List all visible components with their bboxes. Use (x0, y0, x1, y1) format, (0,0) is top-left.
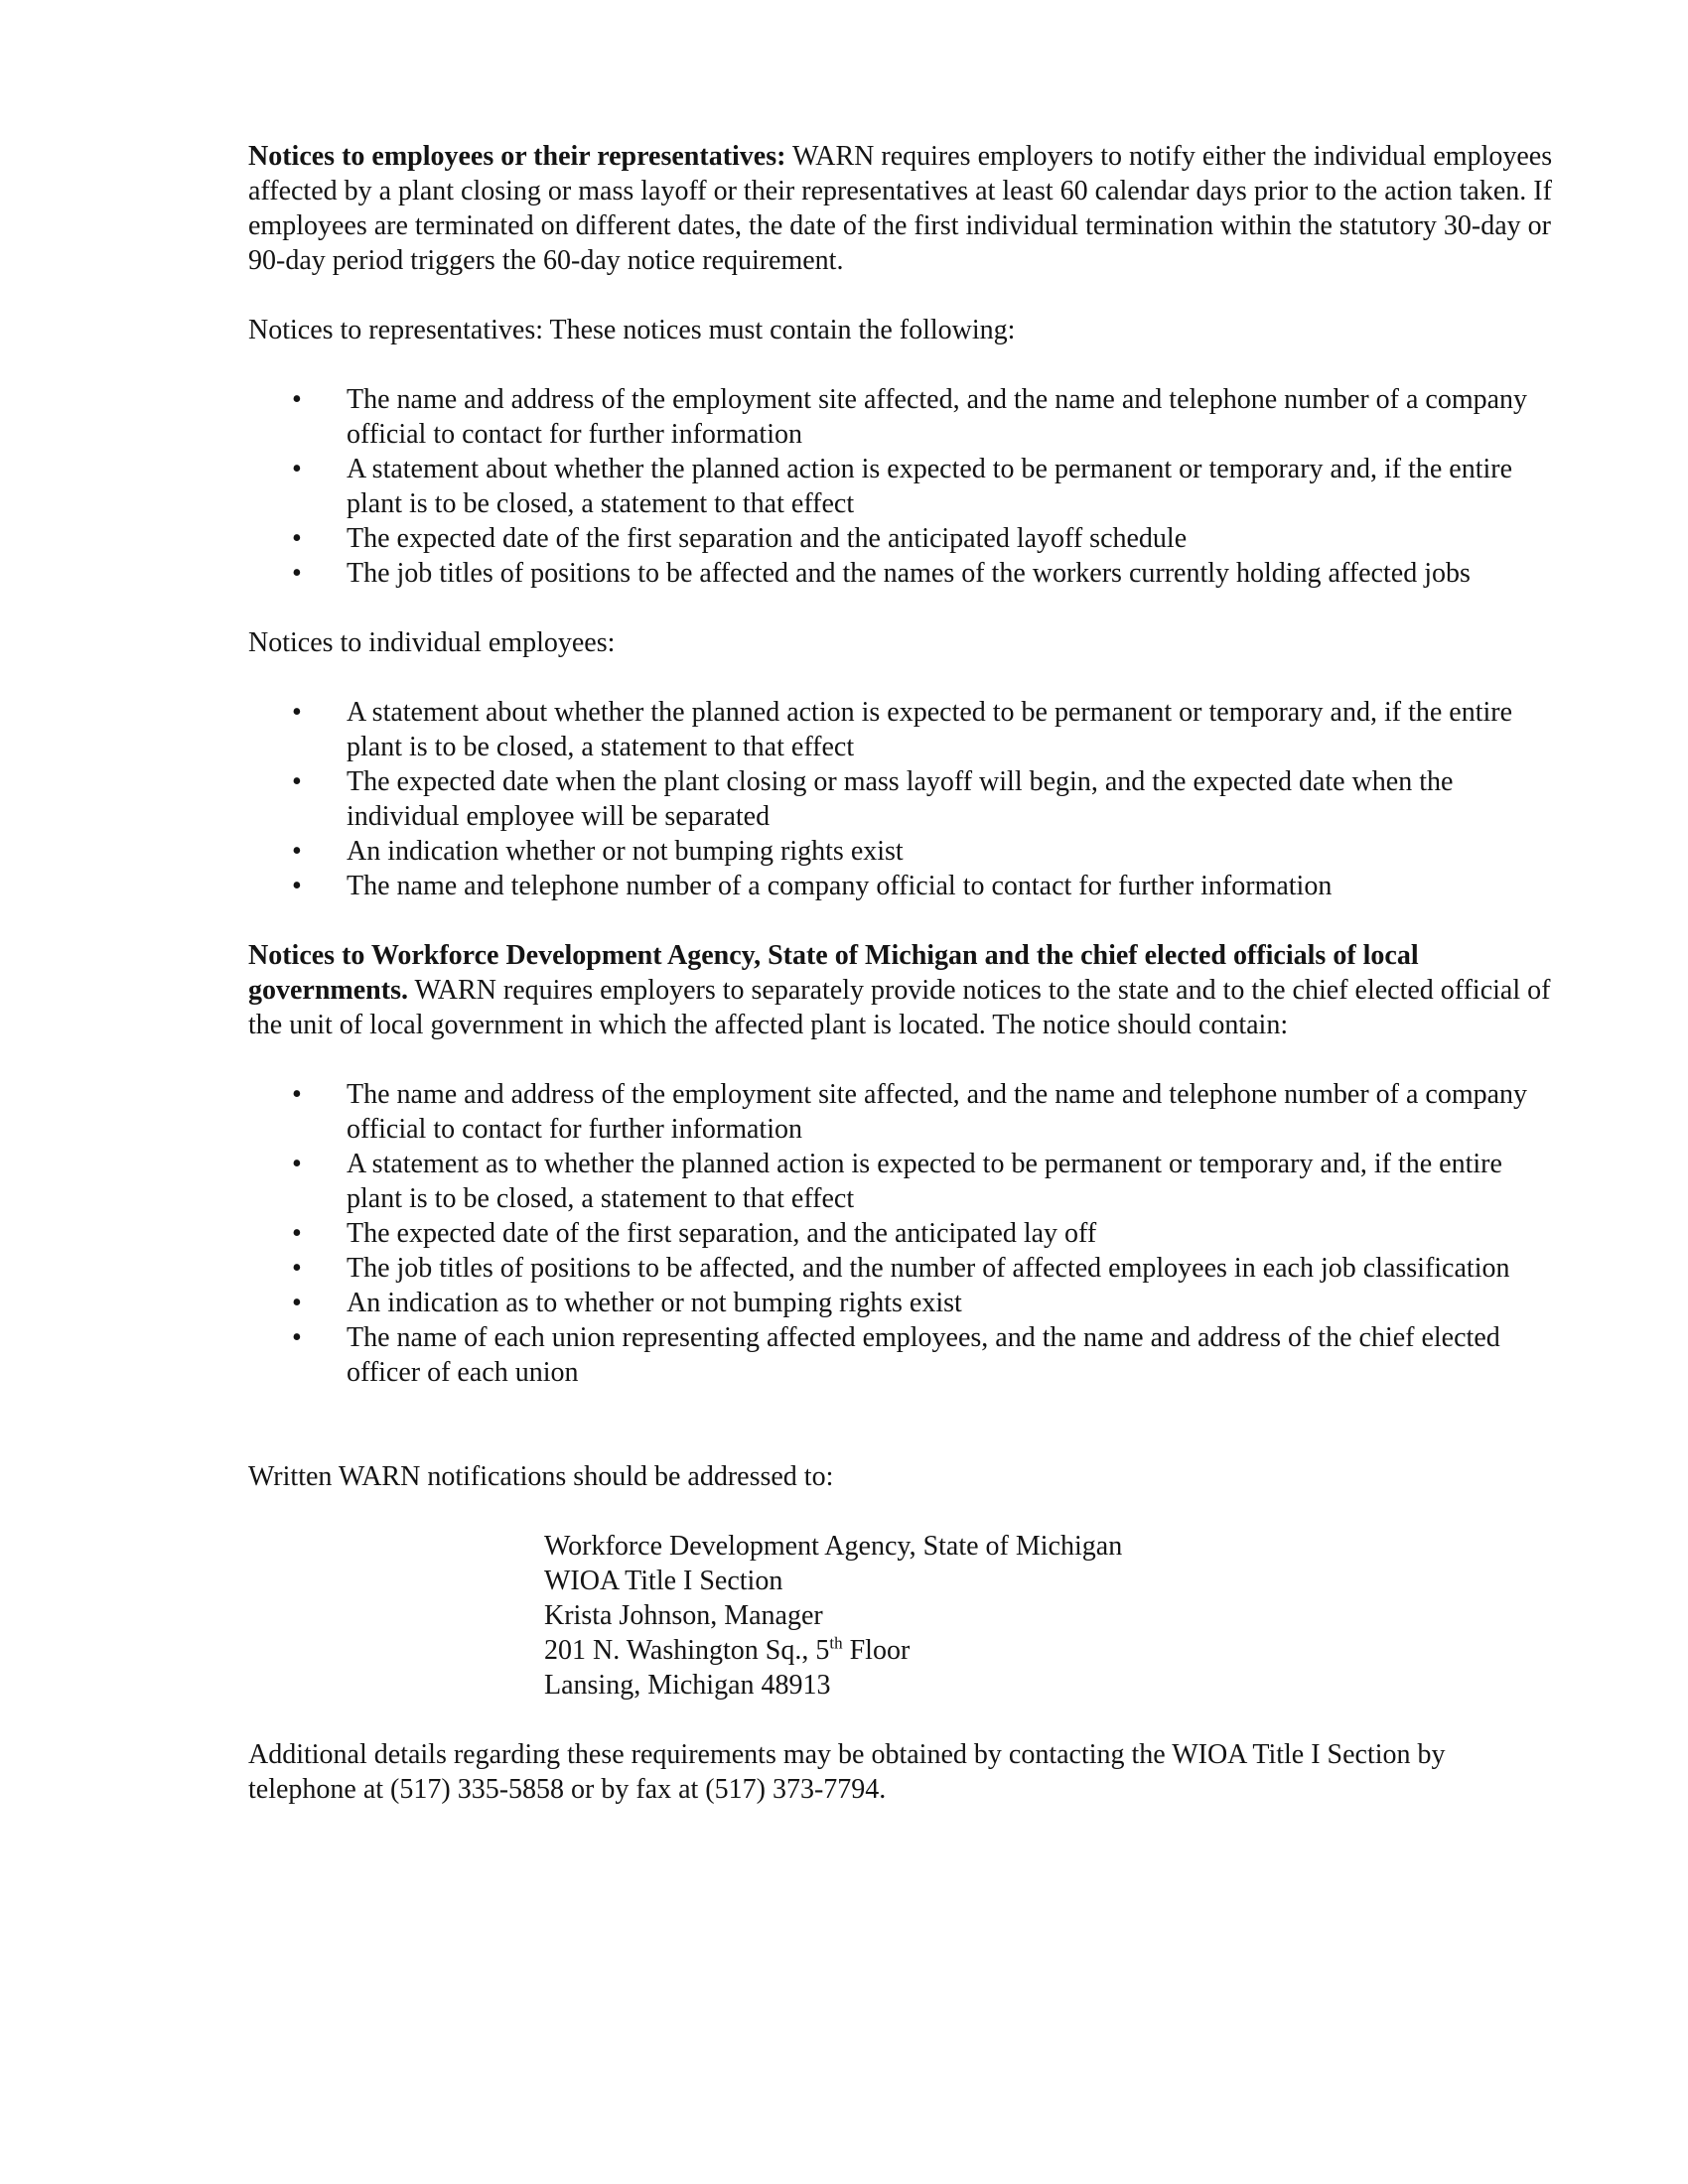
agency-notice-text: WARN requires employers to separately provide notices to the state and to the chief elected official of the unit of local government in which the affected plant is located. The notice should contain: (248, 975, 1551, 1040)
agency-list (248, 1077, 1559, 1390)
list-item: • An indication as to whether or not bumping rights exist (248, 1286, 1559, 1320)
list-item: • The job titles of positions to be affected and the names of the workers currently holding affected jobs (248, 556, 1559, 591)
document-page (248, 139, 1559, 1807)
list-item: • The expected date of the first separation and the anticipated layoff schedule (248, 521, 1559, 556)
list-item: • The name and telephone number of a company official to contact for further information (248, 869, 1559, 903)
contact-details-paragraph: Additional details regarding these requirements may be obtained by contacting the WIOA Title I Section by telephone at (517) 335-5858 or by fax at (517) 373-7794. (248, 1739, 1446, 1805)
agency-notice-heading: Notices to Workforce Development Agency, State of Michigan and the chief elected officials of local governments. (248, 940, 1419, 1006)
representatives-intro: Notices to representatives: These notices must contain the following: (248, 315, 1016, 345)
list-item: • A statement about whether the planned action is expected to be permanent or temporary and, if the entire plant is to be closed, a statement to that effect (248, 695, 1559, 764)
list-item: • The job titles of positions to be affected, and the number of affected employees in each job classification (248, 1251, 1559, 1286)
list-item: • The expected date of the first separation, and the anticipated lay off (248, 1216, 1559, 1251)
list-item: • The name and address of the employment site affected, and the name and telephone number of a company official to contact for further information (248, 382, 1559, 452)
employees-notice-heading: Notices to employees or their representatives: (248, 141, 786, 172)
employees-notice-text: WARN requires employers to notify either the individual employees affected by a plant closing or mass layoff or their representatives at least 60 calendar days prior to the action taken. If employees are terminated on different dates, the date of the first individual termination within the statutory 30-day or 90-day period triggers the 60-day notice requirement. (248, 141, 1553, 276)
individual-list (248, 695, 1559, 903)
list-item: • A statement about whether the planned action is expected to be permanent or temporary and, if the entire plant is to be closed, a statement to that effect (248, 452, 1559, 521)
address-line-section: WIOA Title I Section (544, 1566, 783, 1596)
list-item: • The expected date when the plant closing or mass layoff will begin, and the expected date when the individual employee will be separated (248, 764, 1559, 834)
representatives-list (248, 382, 1559, 591)
individual-intro: Notices to individual employees: (248, 627, 616, 658)
agency-notice-paragraph (248, 938, 1559, 1042)
list-item: • A statement as to whether the planned action is expected to be permanent or temporary and, if the entire plant is to be closed, a statement to that effect (248, 1147, 1559, 1216)
address-line-agency: Workforce Development Agency, State of Michigan (544, 1531, 1123, 1562)
address-line-street: 201 N. Washington Sq., 5th Floor (544, 1633, 911, 1666)
address-intro: Written WARN notifications should be addressed to: (248, 1461, 834, 1492)
employees-notice-paragraph (248, 139, 1559, 278)
address-line-manager: Krista Johnson, Manager (544, 1600, 823, 1631)
list-item: • An indication whether or not bumping rights exist (248, 834, 1559, 869)
list-item: • The name and address of the employment site affected, and the name and telephone number of a company official to contact for further information (248, 1077, 1559, 1147)
list-item: • The name of each union representing affected employees, and the name and address of the chief elected officer of each union (248, 1320, 1559, 1390)
address-line-city: Lansing, Michigan 48913 (544, 1670, 831, 1701)
mailing-address (544, 1529, 1559, 1703)
